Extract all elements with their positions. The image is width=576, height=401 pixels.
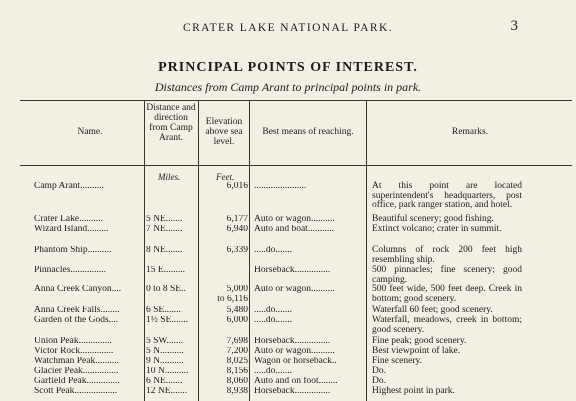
row-distance: 9 N..........: [146, 357, 184, 366]
row-distance: 0 to 8 SE..: [146, 285, 186, 294]
row-means: .....do.......: [254, 367, 292, 376]
row-means: Wagon or horseback..: [254, 357, 337, 366]
row-means: Auto or wagon..........: [254, 285, 335, 294]
row-remarks: At this point are located superintendent's headquarters, post office, park ranger station, and hotel.: [372, 181, 522, 211]
row-elevation: 6,940: [226, 225, 248, 234]
row-remarks: Best viewpoint of lake.: [372, 346, 461, 356]
row-means: Horseback...............: [254, 387, 331, 396]
row-name: Watchman Peak..........: [34, 357, 119, 366]
row-elevation: 8,025: [226, 357, 248, 366]
row-remarks: Waterfall, meadows, creek in bottom; good scenery.: [372, 315, 522, 335]
row-means: .....do.......: [254, 316, 292, 325]
column-divider: [144, 100, 145, 401]
unit-feet: Feet.: [216, 172, 235, 182]
table-top-rule: [20, 100, 572, 101]
row-remarks: Do.: [372, 376, 386, 386]
row-elevation: 6,339: [226, 246, 248, 255]
header-distance: Distance and direction from Camp Arant.: [146, 103, 196, 143]
row-distance: 10 N..........: [146, 367, 189, 376]
row-name: Wizard Island.........: [34, 225, 109, 234]
row-distance: 7 NE.......: [146, 225, 183, 234]
row-elevation: 8,938: [226, 387, 248, 396]
row-distance: 12 NE.......: [146, 387, 188, 396]
header-elevation: Elevation above sea level.: [205, 117, 243, 147]
column-divider: [366, 100, 367, 401]
row-elevation: 5,480: [226, 306, 248, 315]
row-remarks: Waterfall 60 feet; good scenery.: [372, 305, 493, 315]
row-remarks: Beautiful scenery; good fishing.: [372, 214, 494, 224]
unit-miles: Miles.: [158, 172, 181, 182]
row-name: Garfield Peak..............: [34, 377, 120, 386]
row-name: Union Peak..............: [34, 337, 112, 346]
row-remarks: Do.: [372, 366, 386, 376]
row-elevation: 5,000: [226, 285, 248, 294]
table-header-rule: [20, 165, 572, 166]
header-name: Name.: [77, 127, 103, 137]
row-name: Anna Creek Falls........: [34, 306, 120, 315]
row-elevation: 8,156: [226, 367, 248, 376]
row-means: Auto and boat...........: [254, 225, 334, 234]
row-remarks: 500 pinnacles; fine scenery; good camping.: [372, 265, 522, 285]
row-distance: 5 SW.......: [146, 337, 184, 346]
row-distance: 5 N..........: [146, 347, 184, 356]
row-name: Glacier Peak...............: [34, 367, 119, 376]
row-elevation: 7,698: [226, 337, 248, 346]
row-name: Phantom Ship..........: [34, 246, 112, 255]
row-distance: 8 NE.......: [146, 246, 183, 255]
row-distance: 6 NE.......: [146, 377, 183, 386]
row-name: Garden of the Gods....: [34, 316, 119, 325]
row-means: Auto or wagon..........: [254, 347, 335, 356]
section-subtitle: Distances from Camp Arant to principal points in park.: [154, 80, 422, 94]
row-means: Auto or wagon..........: [254, 215, 335, 224]
row-distance: 15 E.........: [146, 266, 186, 275]
page-number: 3: [510, 18, 518, 34]
row-name: Victor Rock..............: [34, 347, 114, 356]
section-title: PRINCIPAL POINTS OF INTEREST.: [158, 60, 418, 75]
row-distance: 5 NE.......: [146, 215, 183, 224]
row-name: Crater Lake..........: [34, 215, 103, 224]
row-means: Horseback...............: [254, 266, 331, 275]
row-remarks: Columns of rock 200 feet high resembling ship.: [372, 245, 522, 265]
row-remarks: Extinct volcano; crater in summit.: [372, 224, 502, 234]
header-means: Best means of reaching.: [262, 127, 354, 137]
row-elevation: 6,000: [226, 316, 248, 325]
row-means: .....do.......: [254, 306, 292, 315]
row-elevation-range-end: to 6,116: [217, 295, 248, 304]
row-name: Camp Arant..........: [34, 182, 104, 191]
column-divider: [249, 100, 250, 401]
row-means: ......................: [254, 182, 307, 191]
row-means: Horseback...............: [254, 337, 331, 346]
row-name: Pinnacles...............: [34, 266, 107, 275]
row-means: .....do.......: [254, 246, 292, 255]
row-name: Anna Creek Canyon....: [34, 285, 122, 294]
row-remarks: Fine scenery.: [372, 356, 423, 366]
header-remarks: Remarks.: [451, 127, 489, 137]
row-remarks: Highest point in park.: [372, 386, 455, 396]
row-elevation: 6,016: [226, 182, 248, 191]
row-elevation: 6,177: [226, 215, 248, 224]
row-remarks: 500 feet wide, 500 feet deep. Creek in bottom; good scenery.: [372, 284, 522, 304]
row-elevation: 7,200: [226, 347, 248, 356]
row-distance: 1½ SE.......: [146, 316, 188, 325]
row-means: Auto and on foot........: [254, 377, 338, 386]
row-elevation: 8,060: [226, 377, 248, 386]
row-name: Scott Peak..................: [34, 387, 118, 396]
row-remarks: Fine peak; good scenery.: [372, 336, 467, 346]
running-head: CRATER LAKE NATIONAL PARK.: [183, 22, 393, 34]
row-distance: 6 SE.......: [146, 306, 181, 315]
